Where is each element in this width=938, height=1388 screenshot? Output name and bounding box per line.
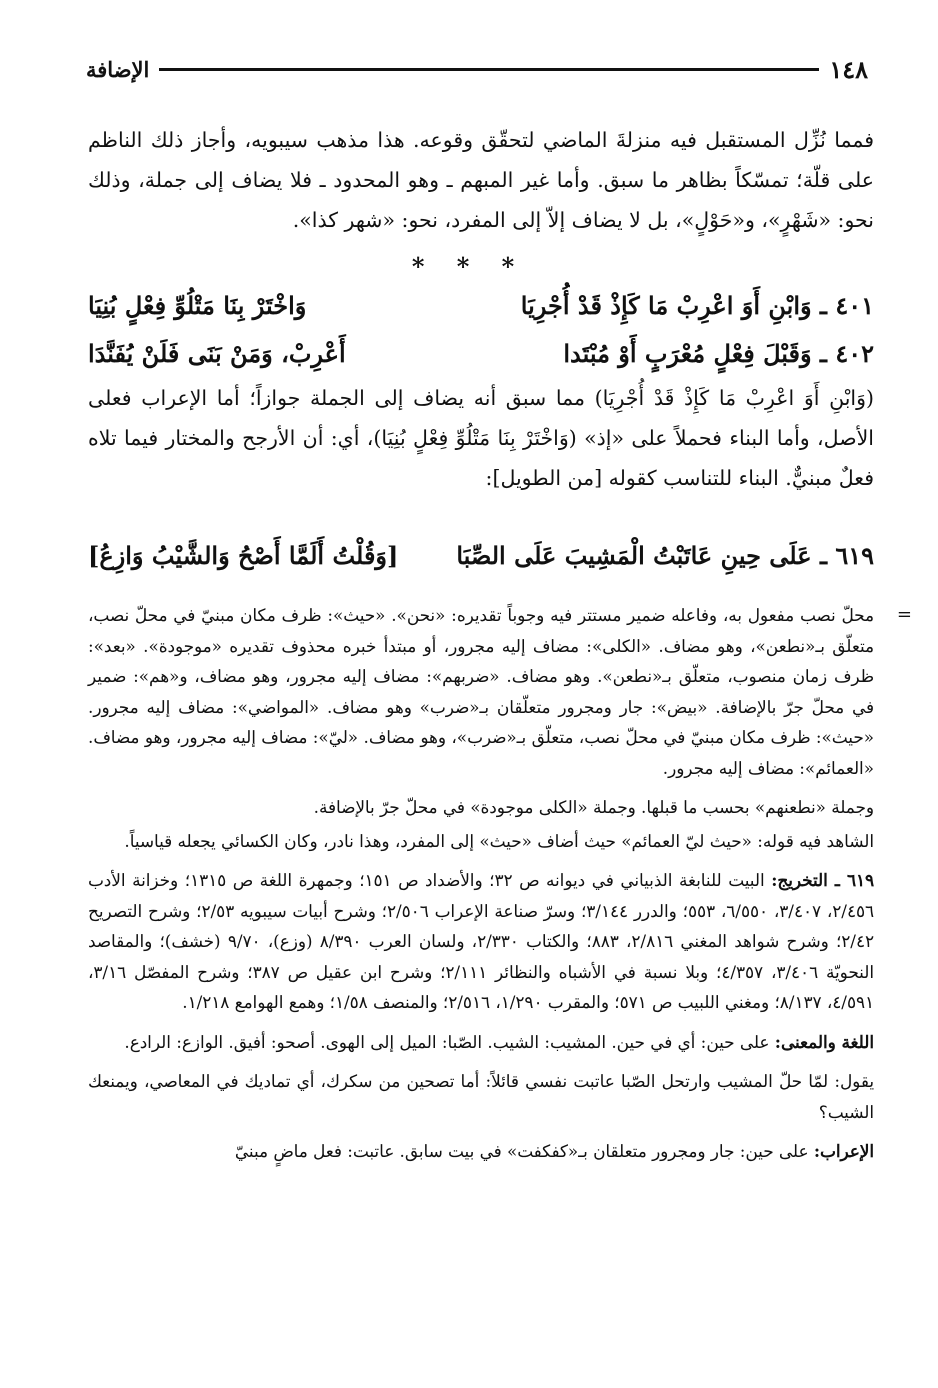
verse-401 <box>88 282 874 328</box>
footnotes <box>88 600 912 1176</box>
verse-401-first-hemistich: ٤٠١ ـ وَابْنِ أَوَ اعْرِبْ مَا كَإِذْ قَدْ أُجْرِيَا <box>520 290 874 320</box>
footnote-sentences: وجملة «نطعنهم» بحسب ما قبلها. وجملة «الكلى موجودة» في محلّ جرّ بالإضافة. <box>313 797 874 817</box>
verse-402-second-hemistich: أَعْرِبْ، وَمَنْ بَنَى فَلَنْ يُفَنَّدَا <box>88 338 346 368</box>
footnote-takhrij-text: البيت للنابغة الذبياني في ديوانه ص ٣٢؛ والأضداد ص ١٥١؛ وجمهرة اللغة ص ١٣١٥؛ وخزانة الأدب ٢/٤٥٦، ٣/٤٠٧، ٦/٥٥٠، ٥٥٣؛ والدرر ٣/١٤٤؛ وسرّ صناعة الإعراب ٢/٥٠٦؛ وشرح أبيات سيبويه ٢/٥٣؛ وشرح التصريح ٢/٤٢؛ وشرح شواهد المغني ٢/٨١٦، ٨٨٣؛ والكتاب ٢/٣٣٠، ولسان العرب ٨/٣٩٠ (وزع)، ٩/٧٠ (خشف)؛ والمقاصد النحويّة ٣/٤٠٦، ٤/٣٥٧؛ وبلا نسبة في الأشباه والنظائر ٢/١١١؛ وشرح ابن عقيل ص ٣٨٧؛ وشرح المفصّل ٣/١٦، ٤/٥٩١، ٨/١٣٧؛ ومغني اللبيب ص ٥٧١؛ والمقرب ١/٢٩٠، ٢/٥١٦؛ والمنصف ١/٥٨؛ وهمع الهوامع ١/٢١٨. <box>88 870 874 1012</box>
footnote-continuation-mark: = <box>896 604 912 625</box>
footnote-irab-label: الإعراب: <box>813 1141 874 1161</box>
commentary-paragraph-1: فمما نُزِّل المستقبل فيه منزلةَ الماضي لتحقّق وقوعه. هذا مذهب سيبويه، وأجاز ذلك الناظم على قلّة؛ تمسّكاً بظاهر ما سبق. وأما غير المبهم ـ وهو المحدود ـ فلا يضاف إلى جملة، وذلك نحو: «شَهْرٍ»، و«حَوْلٍ»، بل لا يضاف إلاّ إلى المفرد، نحو: «شهر كذا». <box>88 128 874 232</box>
quoted-verse-second-hemistich: [وَقُلْتُ أَلَمَّا أَصْحُ وَالشَّيْبُ وَازِعُ] <box>88 540 399 570</box>
footnote-language-label: اللغة والمعنى: <box>774 1031 874 1052</box>
commentary-paragraph-2: (وَابْنِ أَوَ اعْرِبْ مَا كَإِذْ قَدْ أُجْرِيَا) مما سبق أنه يضاف إلى الجملة جوازاً؛ أما الإعراب فعلى الأصل، وأما البناء فحملاً على «إذ» (وَاخْتَرْ بِنَا مَتْلُوِّ فِعْلٍ بُنِيَا)، أي: أن الأرجح والمختار فيما تلاه فعلٌ مبنيٌّ. البناء للتناسب كقوله [من الطويل]: <box>88 386 874 490</box>
footnote-evidence: الشاهد فيه قوله: «حيث ليّ العمائم» حيث أضاف «حيث» إلى المفرد، وهذا نادر، وكان الكسائي يجعله قياسياً. <box>124 830 874 851</box>
footnote-takhrij <box>88 865 874 1018</box>
quoted-verse-number: ٦١٩ ـ <box>819 540 874 570</box>
verse-401-second-hemistich: وَاخْتَرْ بِنَا مَتْلُوِّ فِعْلٍ بُنِيَا <box>88 290 307 320</box>
footnote-meaning: يقول: لمّا حلّ المشيب وارتحل الصّبا عاتبت نفسي قائلاً: أما تصحين من سكرك، أي تماديك في المعاصي، ويمنعك الشيب؟ <box>88 1071 874 1122</box>
footnote-parsing: محلّ نصب مفعول به، وفاعله ضمير مستتر فيه وجوباً تقديره: «نحن». «حيث»: ظرف مكان مبنيّ في محلّ نصب، متعلّق بـ«نطعن»، وهو مضاف. «الكلى»: مضاف إليه مجرور، أو مبتدأ خبره محذوف تقديره «موجودة». «بعد»: ظرف زمان منصوب، متعلّق بـ«نطعن». وهو مضاف. «ضربهم»: مضاف إليه مجرور، وهو مضاف، و«هم»: ضمير في محلّ جرّ بالإضافة. «بيض»: جار ومجرور متعلّقان بـ«ضرب» وهو مضاف. «المواضي»: مضاف إليه مجرور. «حيث»: ظرف مكان مبنيّ في محلّ نصب، متعلّق بـ«ضرب»، وهو مضاف. «ليّ»: مضاف إليه مجرور، وهو مضاف. «العمائم»: مضاف إليه مجرور. <box>88 605 874 778</box>
footnote-language-text: على حين: أي في حين. المشيب: الشيب. الصّبا: الميل إلى الهوى. أصحو: أفيق. الوازع: الرادع. <box>124 1031 770 1052</box>
verse-402-first-hemistich: ٤٠٢ ـ وَقَبْلَ فِعْلٍ مُعْرَبٍ أَوْ مُبْتَدا <box>563 338 874 368</box>
quoted-verse-619 <box>88 532 874 578</box>
footnote-language-meaning <box>88 1027 874 1058</box>
footnote-takhrij-label: ٦١٩ ـ التخريج: <box>771 870 874 890</box>
chapter-title: الإضافة <box>86 56 150 82</box>
section-separator: * * * <box>411 252 527 281</box>
footnote-irab-text: على حين: جار ومجرور متعلقان بـ«كفكفت» في بيت سابق. عاتبت: فعل ماضٍ مبنيّ <box>234 1141 809 1161</box>
quoted-verse-first-hemistich <box>456 541 874 570</box>
page-number: ١٤٨ <box>829 54 868 84</box>
header-rule <box>159 68 819 71</box>
verse-402 <box>88 330 874 376</box>
footnote-irab <box>88 1136 874 1167</box>
page-header <box>86 52 868 86</box>
quoted-verse-first-text: عَلَى حِينِ عَاتَبْتُ الْمَشِيبَ عَلَى الصِّبَا <box>456 540 812 570</box>
